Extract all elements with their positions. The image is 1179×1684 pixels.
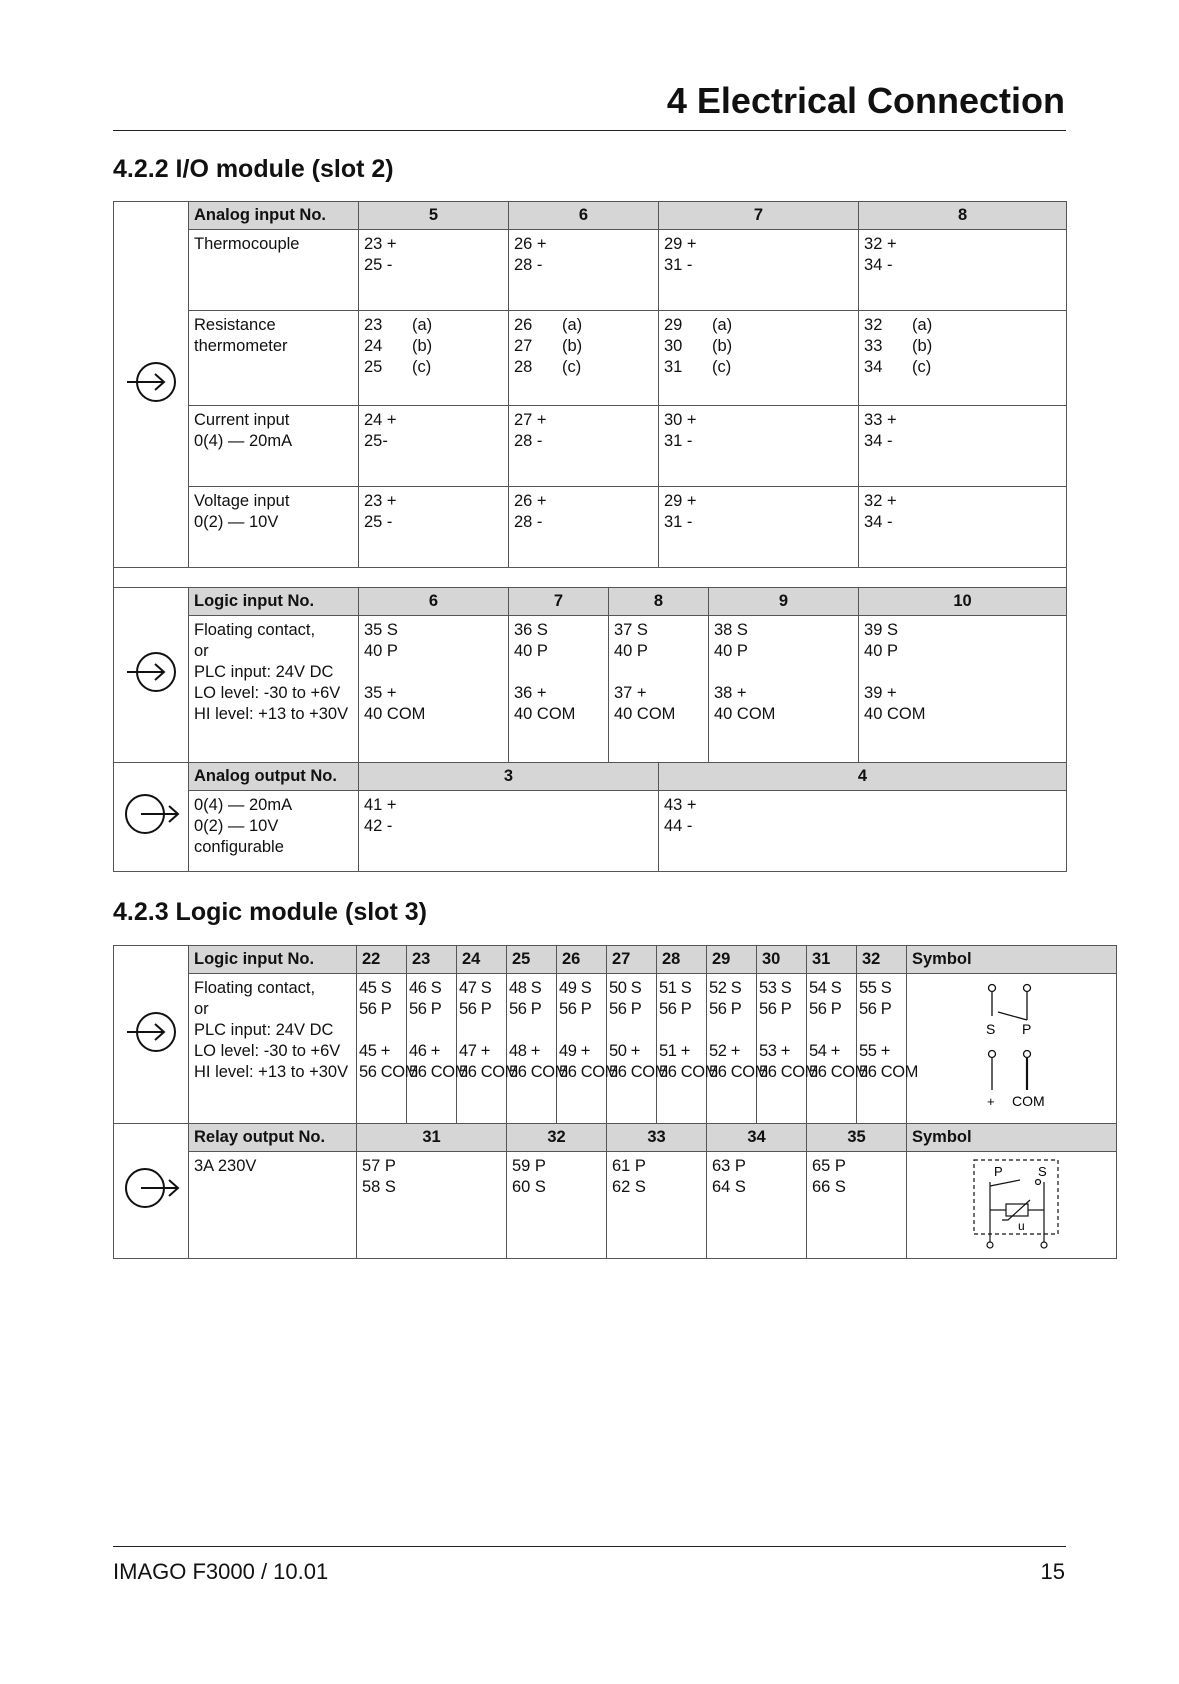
terminal-cell: 30 + 31 - bbox=[659, 406, 859, 487]
relay-output-header: Relay output No. bbox=[189, 1124, 357, 1152]
analog-input-col: 5 bbox=[359, 202, 509, 230]
relay-output-col: 33 bbox=[607, 1124, 707, 1152]
terminal-cell: 51 S 56 P 51 + 56 COM bbox=[657, 974, 707, 1124]
terminal-cell: 26 (a) 27 (b) 28 (c) bbox=[509, 311, 659, 406]
relay-output-col: 34 bbox=[707, 1124, 807, 1152]
terminal-cell: 29 + 31 - bbox=[659, 230, 859, 311]
footer-rule bbox=[113, 1546, 1066, 1547]
logic-input-col: 25 bbox=[507, 946, 557, 974]
terminal-cell: 35 S 40 P 35 + 40 COM bbox=[359, 616, 509, 763]
analog-output-icon-cell bbox=[114, 763, 189, 872]
terminal-cell: 32 (a) 33 (b) 34 (c) bbox=[859, 311, 1067, 406]
terminal-cell: 65 P 66 S bbox=[807, 1152, 907, 1259]
relay-output-col: 32 bbox=[507, 1124, 607, 1152]
logic-input-col: 22 bbox=[357, 946, 407, 974]
analog-output-col: 4 bbox=[659, 763, 1067, 791]
logic-module-table bbox=[113, 945, 1117, 1259]
row-label: Floating contact, or PLC input: 24V DC LO level: -30 to +6V HI level: +13 to +30V bbox=[189, 974, 357, 1124]
logic-input-col: 6 bbox=[359, 588, 509, 616]
terminal-cell: 61 P 62 S bbox=[607, 1152, 707, 1259]
terminal-cell: 46 S 56 P 46 + 56 COM bbox=[407, 974, 457, 1124]
output-arrow-icon bbox=[121, 1163, 181, 1213]
chapter-title: 4 Electrical Connection bbox=[666, 80, 1065, 121]
relay-contact-icon bbox=[952, 1154, 1072, 1250]
input-arrow-icon bbox=[121, 1007, 181, 1057]
svg-text:COM: COM bbox=[1011, 1093, 1045, 1109]
page-number: 15 bbox=[1040, 1559, 1065, 1584]
analog-input-col: 8 bbox=[859, 202, 1067, 230]
terminal-cell: 33 + 34 - bbox=[859, 406, 1067, 487]
logic-input-col: 31 bbox=[807, 946, 857, 974]
logic-input-col: 30 bbox=[757, 946, 807, 974]
terminal-cell: 57 P 58 S bbox=[357, 1152, 507, 1259]
svg-text:S: S bbox=[1037, 1164, 1047, 1179]
row-label: Thermocouple bbox=[189, 230, 359, 311]
terminal-cell: 45 S 56 P 45 + 56 COM bbox=[357, 974, 407, 1124]
logic-input-col: 8 bbox=[609, 588, 709, 616]
io-module-title: 4.2.2 I/O module (slot 2) bbox=[113, 155, 394, 183]
svg-text:P: P bbox=[993, 1164, 1003, 1179]
terminal-cell: 39 S 40 P 39 + 40 COM bbox=[859, 616, 1067, 763]
output-arrow-icon bbox=[121, 789, 181, 839]
relay-output-symbol bbox=[907, 1152, 1117, 1259]
relay-output-icon-cell bbox=[114, 1124, 189, 1259]
row-label: Floating contact, or PLC input: 24V DC LO level: -30 to +6V HI level: +13 to +30V bbox=[189, 616, 359, 763]
logic-input-col: 27 bbox=[607, 946, 657, 974]
row-label: Voltage input 0(2) — 10V bbox=[189, 487, 359, 568]
logic-input-col: 10 bbox=[859, 588, 1067, 616]
svg-text:+: + bbox=[986, 1094, 995, 1109]
terminal-cell: 29 + 31 - bbox=[659, 487, 859, 568]
terminal-cell: 23 (a) 24 (b) 25 (c) bbox=[359, 311, 509, 406]
logic-input-header: Logic input No. bbox=[189, 946, 357, 974]
svg-text:P: P bbox=[1021, 1021, 1031, 1037]
terminal-cell: 43 + 44 - bbox=[659, 791, 1067, 872]
terminal-cell: 23 + 25 - bbox=[359, 230, 509, 311]
terminal-cell: 55 S 56 P 55 + 56 COM bbox=[857, 974, 907, 1124]
logic-input-col: 26 bbox=[557, 946, 607, 974]
input-arrow-icon bbox=[121, 357, 181, 407]
terminal-cell: 49 S 56 P 49 + 56 COM bbox=[557, 974, 607, 1124]
io-module-table bbox=[113, 201, 1067, 872]
row-label: 3A 230V bbox=[189, 1152, 357, 1259]
terminal-cell: 36 S 40 P 36 + 40 COM bbox=[509, 616, 609, 763]
header-rule bbox=[113, 130, 1066, 131]
analog-output-col: 3 bbox=[359, 763, 659, 791]
logic-input-col: 24 bbox=[457, 946, 507, 974]
terminal-cell: 59 P 60 S bbox=[507, 1152, 607, 1259]
terminal-cell: 48 S 56 P 48 + 56 COM bbox=[507, 974, 557, 1124]
logic-input-col: 28 bbox=[657, 946, 707, 974]
terminal-cell: 47 S 56 P 47 + 56 COM bbox=[457, 974, 507, 1124]
terminal-cell: 29 (a) 30 (b) 31 (c) bbox=[659, 311, 859, 406]
terminal-cell: 32 + 34 - bbox=[859, 230, 1067, 311]
terminal-cell: 24 + 25- bbox=[359, 406, 509, 487]
logic-input-col: 23 bbox=[407, 946, 457, 974]
logic-input-header: Logic input No. bbox=[189, 588, 359, 616]
input-arrow-icon bbox=[121, 647, 181, 697]
row-label: Current input 0(4) — 20mA bbox=[189, 406, 359, 487]
terminal-cell: 26 + 28 - bbox=[509, 487, 659, 568]
logic-input-col: 29 bbox=[707, 946, 757, 974]
terminal-cell: 27 + 28 - bbox=[509, 406, 659, 487]
analog-output-header: Analog output No. bbox=[189, 763, 359, 791]
row-label: 0(4) — 20mA 0(2) — 10V configurable bbox=[189, 791, 359, 872]
svg-text:u: u bbox=[1017, 1219, 1025, 1233]
terminal-cell: 37 S 40 P 37 + 40 COM bbox=[609, 616, 709, 763]
relay-output-col: 35 bbox=[807, 1124, 907, 1152]
terminal-cell: 54 S 56 P 54 + 56 COM bbox=[807, 974, 857, 1124]
logic-input-symbol bbox=[907, 974, 1117, 1124]
terminal-cell: 63 P 64 S bbox=[707, 1152, 807, 1259]
terminal-cell: 41 + 42 - bbox=[359, 791, 659, 872]
logic-input-col: 9 bbox=[709, 588, 859, 616]
terminal-cell: 23 + 25 - bbox=[359, 487, 509, 568]
document-id: IMAGO F3000 / 10.01 bbox=[113, 1559, 329, 1584]
terminal-cell: 26 + 28 - bbox=[509, 230, 659, 311]
terminal-cell: 52 S 56 P 52 + 56 COM bbox=[707, 974, 757, 1124]
analog-input-icon-cell bbox=[114, 202, 189, 568]
analog-input-header: Analog input No. bbox=[189, 202, 359, 230]
floating-contact-icon bbox=[952, 976, 1072, 1112]
row-label: Resistance thermometer bbox=[189, 311, 359, 406]
symbol-header: Symbol bbox=[907, 946, 1117, 974]
relay-output-col: 31 bbox=[357, 1124, 507, 1152]
analog-input-col: 7 bbox=[659, 202, 859, 230]
analog-input-col: 6 bbox=[509, 202, 659, 230]
logic-input-col: 7 bbox=[509, 588, 609, 616]
terminal-cell: 32 + 34 - bbox=[859, 487, 1067, 568]
logic-module-title: 4.2.3 Logic module (slot 3) bbox=[113, 898, 427, 926]
terminal-cell: 50 S 56 P 50 + 56 COM bbox=[607, 974, 657, 1124]
terminal-cell: 38 S 40 P 38 + 40 COM bbox=[709, 616, 859, 763]
logic-input-icon-cell bbox=[114, 588, 189, 763]
table-spacer bbox=[114, 568, 1067, 588]
terminal-cell: 53 S 56 P 53 + 56 COM bbox=[757, 974, 807, 1124]
logic-input-col: 32 bbox=[857, 946, 907, 974]
logic-input-icon-cell bbox=[114, 946, 189, 1124]
svg-text:S: S bbox=[985, 1021, 995, 1037]
symbol-header: Symbol bbox=[907, 1124, 1117, 1152]
